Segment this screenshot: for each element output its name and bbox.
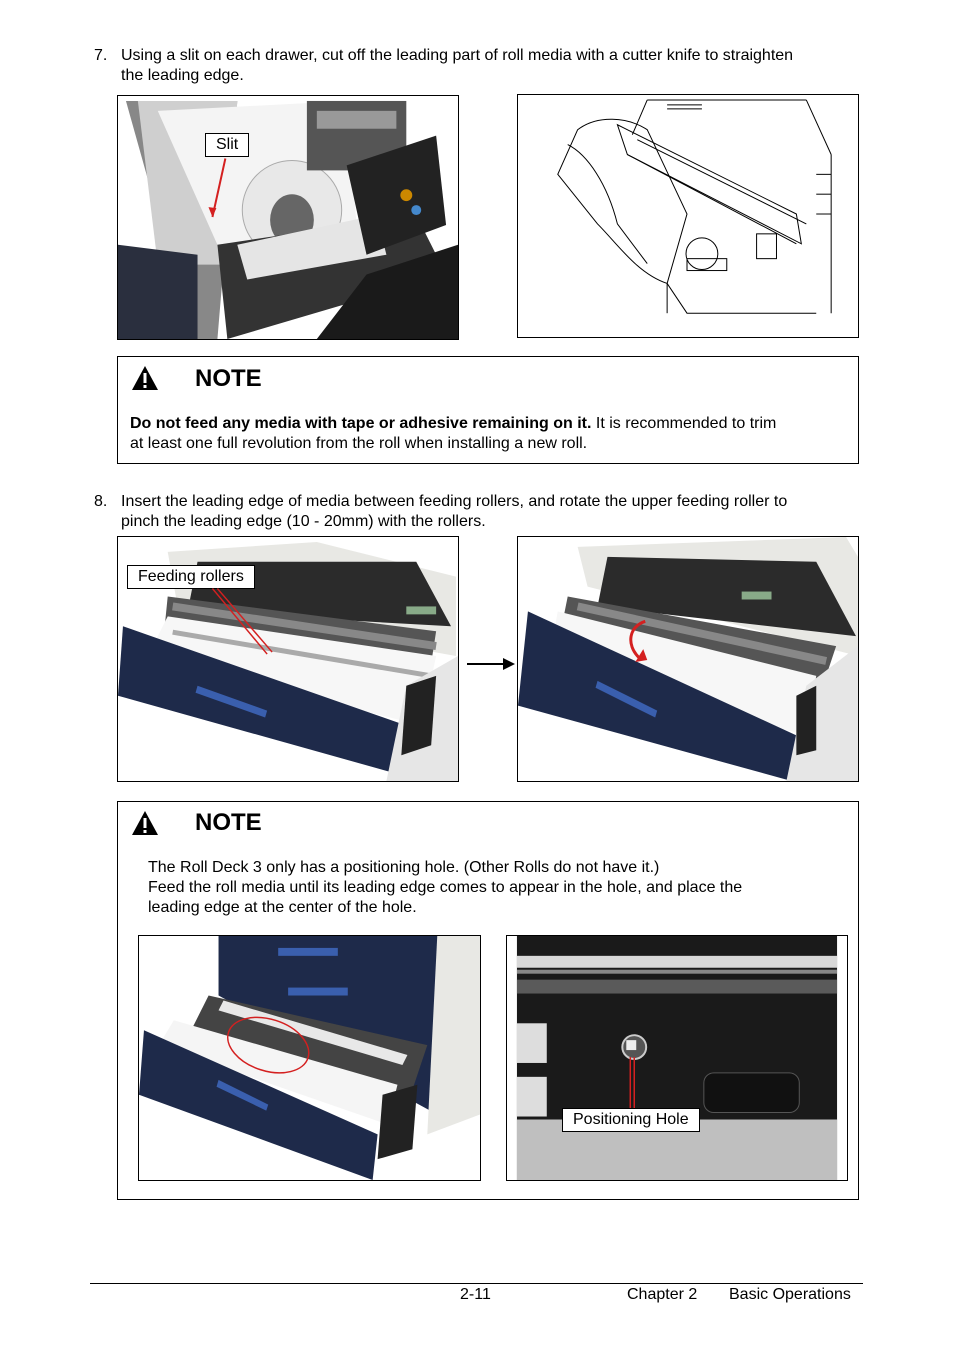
step-8-number: 8. xyxy=(94,493,108,510)
callout-slit: Slit xyxy=(205,133,249,157)
note-box-2 xyxy=(117,801,859,1200)
footer-chapter: Chapter 2 xyxy=(627,1286,698,1303)
step-8-text-line2: pinch the leading edge (10 - 20mm) with the rollers. xyxy=(121,513,486,530)
note-2-line2: Feed the roll media until its leading edge comes to appear in the hole, and place the xyxy=(148,879,743,896)
note-2-line1: The Roll Deck 3 only has a positioning hole. (Other Rolls do not have it.) xyxy=(148,859,660,876)
step-7-text-line2: the leading edge. xyxy=(121,67,244,84)
step-8-instruction xyxy=(94,492,874,532)
photo-drawer-slit xyxy=(117,95,459,340)
step-8-text-line1: Insert the leading edge of media between feeding rollers, and rotate the upper feeding roller to xyxy=(121,493,788,510)
callout-feeding-rollers: Feeding rollers xyxy=(127,565,255,589)
note-1-title: NOTE xyxy=(195,365,262,392)
photo-feeding-rollers xyxy=(117,536,459,782)
warning-icon xyxy=(131,810,159,836)
note-1-line2: at least one full revolution from the roll when installing a new roll. xyxy=(130,435,588,452)
note-2-line3: leading edge at the center of the hole. xyxy=(148,899,417,916)
step-7-instruction xyxy=(94,46,874,86)
right-arrow-icon xyxy=(467,657,515,671)
warning-icon xyxy=(131,365,159,391)
photo-roll-deck-3 xyxy=(138,935,481,1181)
footer-page-number: 2-11 xyxy=(460,1286,491,1303)
footer-section: Basic Operations xyxy=(729,1286,851,1303)
note-2-title: NOTE xyxy=(195,809,262,836)
note-1-text-rest: It is recommended to trim xyxy=(591,415,777,432)
photo-rotating-roller xyxy=(517,536,859,782)
drawing-cutting-media xyxy=(517,94,859,338)
note-box-1 xyxy=(117,356,859,464)
step-7-text-line1: Using a slit on each drawer, cut off the leading part of roll media with a cutter knife to straighten xyxy=(121,47,794,64)
note-1-bold-warning: Do not feed any media with tape or adhesive remaining on it. xyxy=(130,415,592,432)
step-7-number: 7. xyxy=(94,47,108,64)
callout-positioning-hole: Positioning Hole xyxy=(562,1108,700,1132)
footer-divider xyxy=(90,1283,863,1284)
photo-positioning-hole xyxy=(506,935,848,1181)
note-1-line1 xyxy=(130,414,855,434)
